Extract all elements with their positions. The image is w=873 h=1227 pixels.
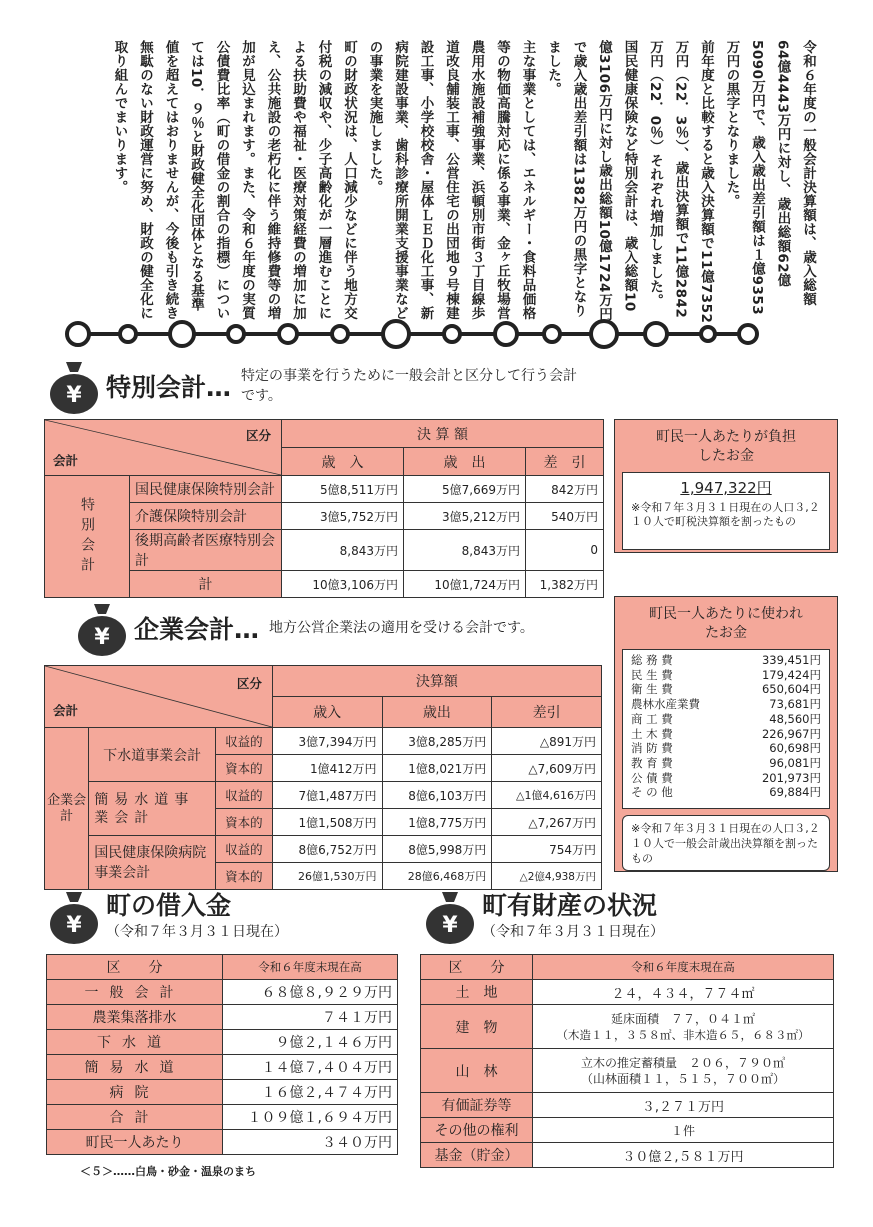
value-cell: 842万円 (526, 476, 604, 503)
value-cell: 0 (526, 530, 604, 571)
value-cell: 8,843万円 (282, 530, 404, 571)
header-kubun: 区分 (236, 676, 262, 691)
svg-text:¥: ¥ (94, 625, 110, 650)
rights-value: １件 (533, 1118, 834, 1143)
burden-inner (622, 472, 830, 550)
fund-label: 基金（貯金） (421, 1143, 533, 1168)
debt-label: 町民一人あたり (47, 1130, 223, 1155)
money-bag-icon (424, 888, 476, 944)
value-cell: 3億7,394万円 (272, 728, 382, 755)
property-table (420, 954, 834, 1168)
value-cell: 1,382万円 (526, 571, 604, 598)
type-label: 資本的 (215, 863, 272, 890)
debt-value: ３４０万円 (223, 1130, 398, 1155)
enterprise-title: 企業会計… (134, 615, 260, 644)
spent-value: 60,698円 (769, 741, 821, 756)
type-label: 収益的 (215, 782, 272, 809)
header-sabiki: 差引 (492, 697, 602, 728)
diag-header-cell (45, 666, 273, 728)
spent-label: 土 木 費 (631, 726, 673, 741)
special-header (48, 358, 581, 414)
bead-divider (60, 312, 760, 356)
intro-text (60, 40, 820, 325)
debt-value: ７４１万円 (223, 1005, 398, 1030)
spent-value: 339,451円 (761, 653, 821, 667)
spent-label: 農林水産業費 (631, 697, 700, 712)
debt-label: 一般会計 (47, 980, 223, 1005)
enterprise-header (76, 600, 534, 656)
burden-amount: 1,947,322円 (680, 479, 772, 497)
value-cell: 754万円 (492, 836, 602, 863)
spent-value: 201,973円 (761, 770, 821, 785)
svg-text:¥: ¥ (442, 913, 458, 938)
rights-label: その他の権利 (421, 1118, 533, 1143)
svg-text:¥: ¥ (66, 383, 82, 408)
building-line1: 延床面積 ７７，０４１㎡ (610, 1011, 755, 1026)
value-cell: 3億8,285万円 (382, 728, 492, 755)
header-saishutsu: 歳出 (382, 697, 492, 728)
value-cell: 8億6,103万円 (382, 782, 492, 809)
building-value (533, 1005, 834, 1049)
value-cell: 10億3,106万円 (282, 571, 404, 598)
value-cell: 1億1,508万円 (272, 809, 382, 836)
value-cell: △7,267万円 (492, 809, 602, 836)
spent-value: 226,967円 (761, 726, 821, 741)
value-cell: 26億1,530万円 (272, 863, 382, 890)
debt-value: １４億７,４０４万円 (223, 1055, 398, 1080)
spent-row (631, 682, 821, 697)
forest-line1: 立木の推定蓄積量 ２０６，７９０㎥ (580, 1055, 785, 1070)
value-cell: 1億8,775万円 (382, 809, 492, 836)
building-line2: （木造１１，３５８㎡、非木造６５，６８３㎡） (556, 1027, 810, 1042)
debt-value: ６８億８,９２９万円 (223, 980, 398, 1005)
spent-label: 教 育 費 (631, 755, 673, 770)
spent-value: 96,081円 (769, 755, 821, 770)
debt-value: ９億２,１４６万円 (223, 1030, 398, 1055)
money-bag-icon (76, 600, 128, 656)
row-name: 国民健康保険病院事業会計 (89, 836, 216, 890)
spent-label: 公 債 費 (631, 770, 673, 785)
spent-title: 町民一人あたりに使われたお金 (649, 606, 803, 641)
spent-row (631, 785, 821, 800)
spent-label: 総 務 費 (631, 653, 673, 667)
money-bag-icon (48, 888, 100, 944)
header-saishutsu: 歳 出 (404, 448, 526, 476)
forest-label: 山 林 (421, 1049, 533, 1093)
debt-subtitle: （令和７年３月３１日現在） (106, 924, 288, 940)
fund-value: ３０億２,５８１万円 (533, 1143, 834, 1168)
spent-row (631, 668, 821, 683)
header-kubun: 区 分 (421, 955, 533, 980)
value-cell: 5億8,511万円 (282, 476, 404, 503)
header-amount: 令和６年度末現在高 (223, 955, 398, 980)
value-cell: 5億7,669万円 (404, 476, 526, 503)
spent-row (631, 697, 821, 712)
type-label: 資本的 (215, 809, 272, 836)
spent-label: 消 防 費 (631, 741, 673, 756)
page-footer: ＜５＞……白鳥・砂金・温泉のまち (80, 1165, 256, 1178)
spent-value: 179,424円 (761, 667, 821, 682)
spent-row (631, 756, 821, 771)
enterprise-table (44, 665, 602, 890)
forest-line2: （山林面積１１，５１５，７００㎡） (580, 1071, 785, 1086)
svg-text:¥: ¥ (66, 913, 82, 938)
row-name: 簡易水道事業会計 (89, 782, 216, 836)
header-kessan: 決算額 (272, 666, 601, 697)
property-subtitle: （令和７年３月３１日現在） (482, 924, 664, 940)
debt-value: １０９億１,６９４万円 (223, 1105, 398, 1130)
spent-row (631, 712, 821, 727)
securities-value: ３,２７１万円 (533, 1093, 834, 1118)
value-cell: 1億412万円 (272, 755, 382, 782)
spent-value: 48,560円 (769, 711, 821, 726)
special-desc: 特定の事業を行うために一般会計と区分して行う会計です。 (241, 368, 578, 404)
value-cell: △7,609万円 (492, 755, 602, 782)
header-sainyu: 歳 入 (282, 448, 404, 476)
debt-header (48, 888, 288, 944)
spent-row (631, 741, 821, 756)
debt-label: 簡易水道 (47, 1055, 223, 1080)
value-cell: 8億6,752万円 (272, 836, 382, 863)
header-amount: 令和６年度末現在高 (533, 955, 834, 980)
special-title: 特別会計… (106, 373, 232, 402)
value-cell: 540万円 (526, 503, 604, 530)
burden-note: ※令和７年３月３１日現在の人口３,２１０人で町税決算額を割ったもの (631, 501, 820, 528)
debt-title: 町の借入金 (106, 891, 232, 920)
type-label: 資本的 (215, 755, 272, 782)
header-kubun: 区 分 (47, 955, 223, 980)
property-title: 町有財産の状況 (482, 891, 658, 920)
special-table (44, 419, 604, 598)
value-cell: 8億5,998万円 (382, 836, 492, 863)
value-cell: 1億8,021万円 (382, 755, 492, 782)
header-kessan: 決 算 額 (282, 420, 604, 448)
intro-paragraph: 主な事業としては、エネルギー・食料品価格等の物価高騰対応に係る事業、金ヶ丘牧場営農用水施設補強事業、浜頓別市街３丁目線歩道改良舗装工事、公営住宅の出団地９号棟建設工事、小学校校舎・屋体ＬＥＤ化工事、新病院建設事業、歯科診療所開業支援事業などの事業を実施しました。 (366, 40, 536, 320)
spent-value: 69,884円 (769, 785, 821, 800)
value-cell: △891万円 (492, 728, 602, 755)
property-header (424, 888, 664, 944)
spent-label: 民 生 費 (631, 667, 673, 682)
debt-label: 合計 (47, 1105, 223, 1130)
header-kubun: 区分 (245, 428, 271, 443)
value-cell: △1億4,616万円 (492, 782, 602, 809)
land-label: 土 地 (421, 980, 533, 1005)
debt-label: 病院 (47, 1080, 223, 1105)
spent-label: 衛 生 費 (631, 682, 673, 697)
intro-paragraph: 令和６年度の一般会計決算額は、歳入総額64億4443万円に対し、歳出総額62億5090万円で、歳入歳出差引額は１億9353万円の黒字となりました。 (723, 40, 816, 316)
debt-label: 下水道 (47, 1030, 223, 1055)
burden-title: 町民一人あたりが負担したお金 (656, 429, 796, 464)
value-cell: 7億1,487万円 (272, 782, 382, 809)
value-cell: 10億1,724万円 (404, 571, 526, 598)
header-sainyu: 歳入 (272, 697, 382, 728)
type-label: 収益的 (215, 728, 272, 755)
debt-table (46, 954, 398, 1155)
intro-paragraph: 町の財政状況は、人口減少などに伴う地方交付税の減収や、少子高齢化が一層進むことによる扶助費や福祉・医療対策経費の増加に加え、公共施設の老朽化に伴う維持修費等の増加が見込まれます。また、令和６年度の実質公債費比率（町の借金の割合の指標）については10．９％と財政健全化団体となる基準値を超えてはおりませんが、今後も引き続き無駄のない財政運営に努め、財政の健全化に取り組んでまいります。 (111, 40, 357, 320)
spent-row (631, 727, 821, 742)
value-cell: 28億6,468万円 (382, 863, 492, 890)
header-kaikei: 会計 (53, 703, 79, 718)
spent-list (622, 649, 830, 809)
spent-row (631, 653, 821, 668)
debt-value: １６億２,４７４万円 (223, 1080, 398, 1105)
spent-label: そ の 他 (631, 785, 673, 800)
burden-box (614, 419, 838, 553)
intro-paragraph: 国民健康保険など特別会計は、歳入総額10億3106万円に対し歳出総額10億1724万円で歳入歳出差引額は1382万円の黒字となりました。 (545, 40, 638, 321)
value-cell: 3億5,212万円 (404, 503, 526, 530)
spent-value: 650,604円 (761, 682, 821, 697)
money-bag-icon (48, 358, 100, 414)
header-kaikei: 会計 (53, 453, 79, 468)
row-name: 後期高齢者医療特別会計 (130, 530, 282, 571)
spent-note: ※令和７年３月３１日現在の人口３,２１０人で一般会計歳出決算額を割ったもの (622, 815, 830, 871)
total-label: 計 (130, 571, 282, 598)
group-label: 特別会計 (45, 476, 130, 598)
spent-value: 73,681円 (769, 697, 821, 712)
header-sabiki: 差 引 (526, 448, 604, 476)
intro-paragraph: 前年度と比較すると歳入決算額で11億7352万円（22．3％）、歳出決算額で11億2842万円（22．0％）それぞれ増加しました。 (647, 40, 714, 324)
value-cell: △2億4,938万円 (492, 863, 602, 890)
type-label: 収益的 (215, 836, 272, 863)
diag-header-cell (45, 420, 282, 476)
row-name: 下水道事業会計 (89, 728, 216, 782)
group-label: 企業会計 (45, 728, 89, 890)
value-cell: 8,843万円 (404, 530, 526, 571)
row-name: 介護保険特別会計 (130, 503, 282, 530)
value-cell: 3億5,752万円 (282, 503, 404, 530)
enterprise-desc: 地方公営企業法の適用を受ける会計です。 (269, 620, 534, 636)
land-value: ２４，４３４，７７４㎡ (533, 980, 834, 1005)
debt-label: 農業集落排水 (47, 1005, 223, 1030)
building-label: 建 物 (421, 1005, 533, 1049)
securities-label: 有価証券等 (421, 1093, 533, 1118)
spent-label: 商 工 費 (631, 711, 673, 726)
spent-row (631, 771, 821, 786)
row-name: 国民健康保険特別会計 (130, 476, 282, 503)
forest-value (533, 1049, 834, 1093)
spent-box (614, 596, 838, 872)
